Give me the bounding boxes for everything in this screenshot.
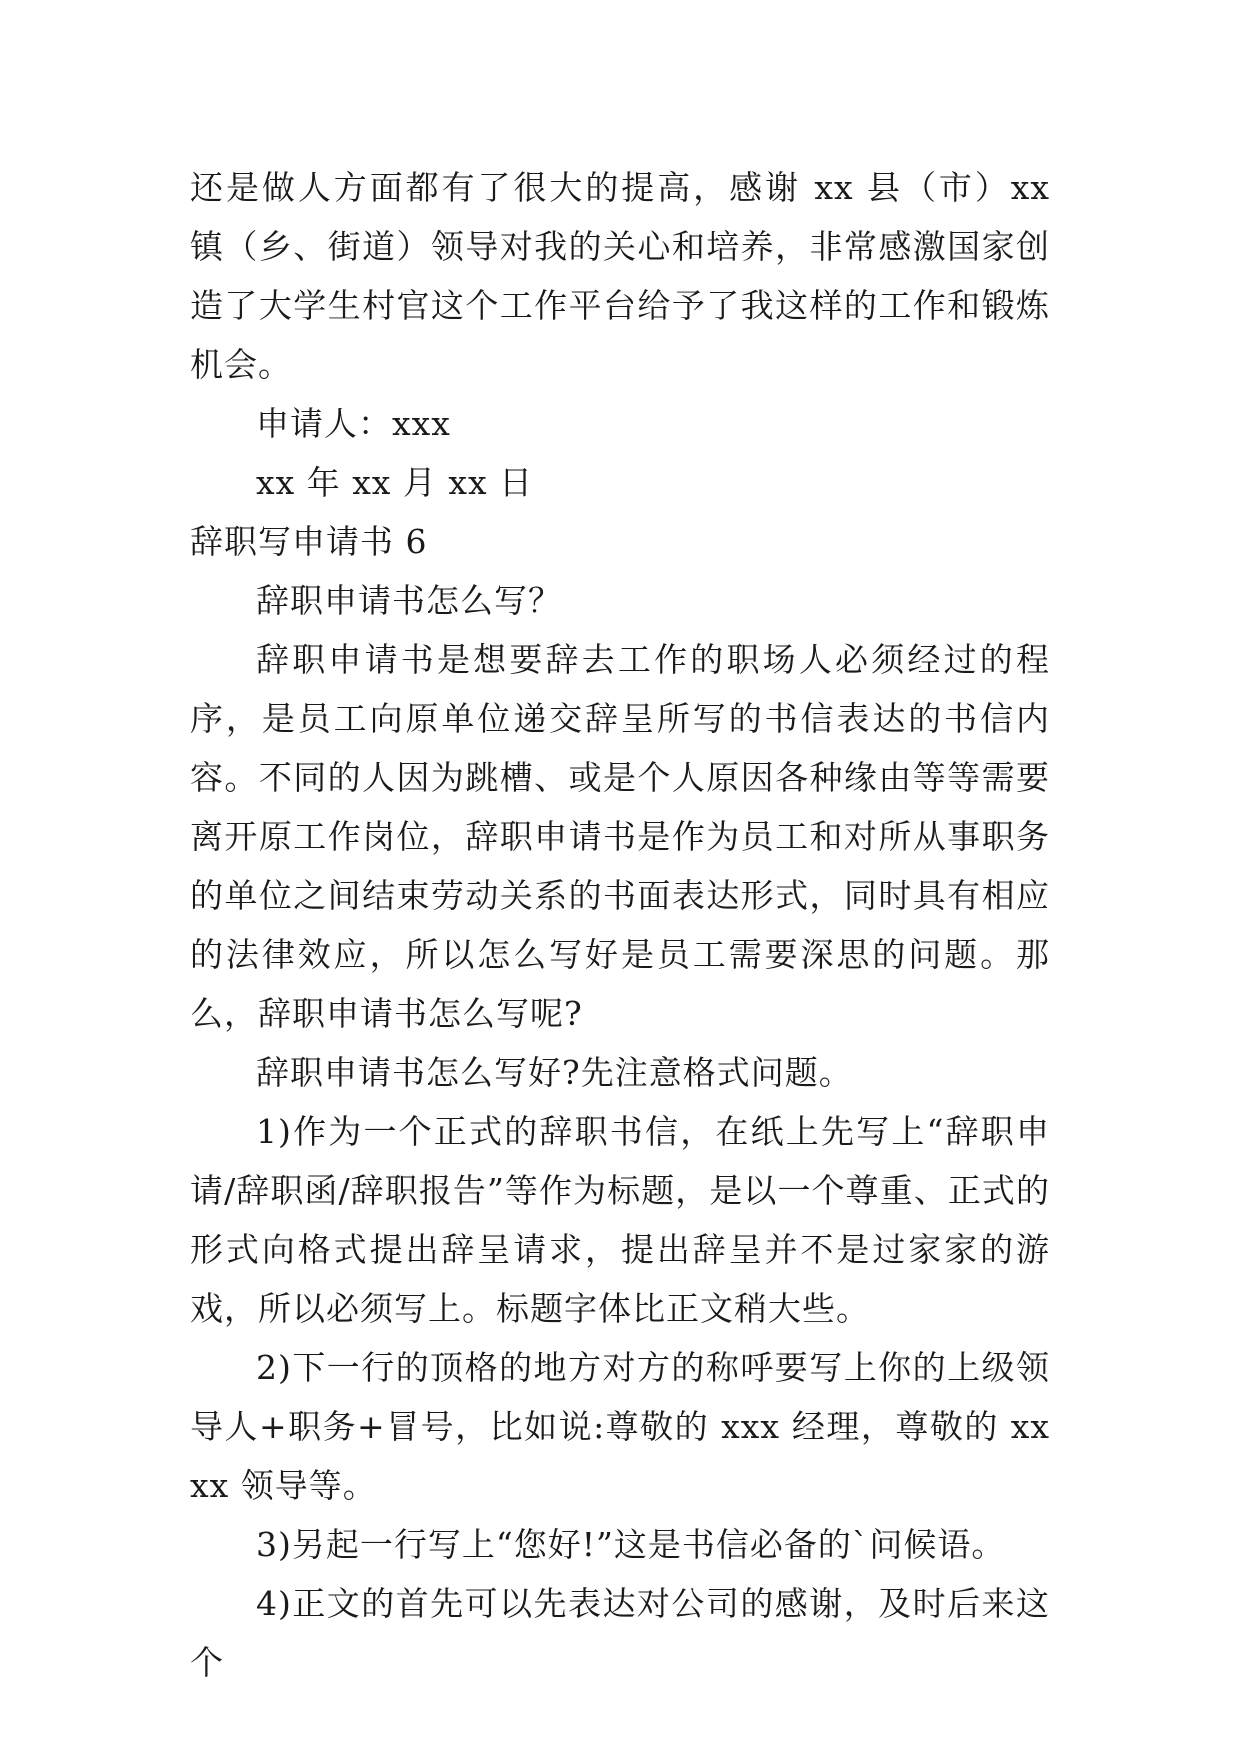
section-heading: 辞职写申请书 6 [190, 522, 428, 561]
list-item-2: 2)下一行的顶格的地方对方的称呼要写上你的上级领导人+职务+冒号，比如说:尊敬的 xxx 经理，尊敬的 xxxx 领导等。 [190, 1348, 1050, 1505]
paragraph-format-note: 辞职申请书怎么写好?先注意格式问题。 [256, 1053, 853, 1092]
list-item-3: 3)另起一行写上“您好!”这是书信必备的`问候语。 [256, 1525, 1006, 1564]
date-line: xx 年 xx 月 xx 日 [256, 463, 534, 502]
question-heading: 辞职申请书怎么写？ [256, 581, 562, 620]
list-item-1: 1)作为一个正式的辞职书信，在纸上先写上“辞职申请/辞职函/辞职报告”等作为标题，是以一个尊重、正式的形式向格式提出辞呈请求，提出辞呈并不是过家家的游戏，所以必须写上。标题字体比正文稍大些。 [190, 1112, 1050, 1328]
paragraph-intro: 辞职申请书是想要辞去工作的职场人必须经过的程序，是员工向原单位递交辞呈所写的书信表达的书信内容。不同的人因为跳槽、或是个人原因各种缘由等等需要离开原工作岗位，辞职申请书是作为员工和对所从事职务的单位之间结束劳动关系的书面表达形式，同时具有相应的法律效应，所以怎么写好是员工需要深思的问题。那么，辞职申请书怎么写呢? [190, 640, 1050, 1033]
paragraph-thanks: 还是做人方面都有了很大的提高，感谢 xx 县（市）xx 镇（乡、街道）领导对我的关心和培养，非常感激国家创造了大学生村官这个工作平台给予了我这样的工作和锻炼机会。 [190, 168, 1050, 384]
document-body [190, 158, 1050, 1692]
applicant-line: 申请人：xxx [256, 404, 451, 443]
list-item-4: 4)正文的首先可以先表达对公司的感谢，及时后来这个 [190, 1584, 1050, 1682]
